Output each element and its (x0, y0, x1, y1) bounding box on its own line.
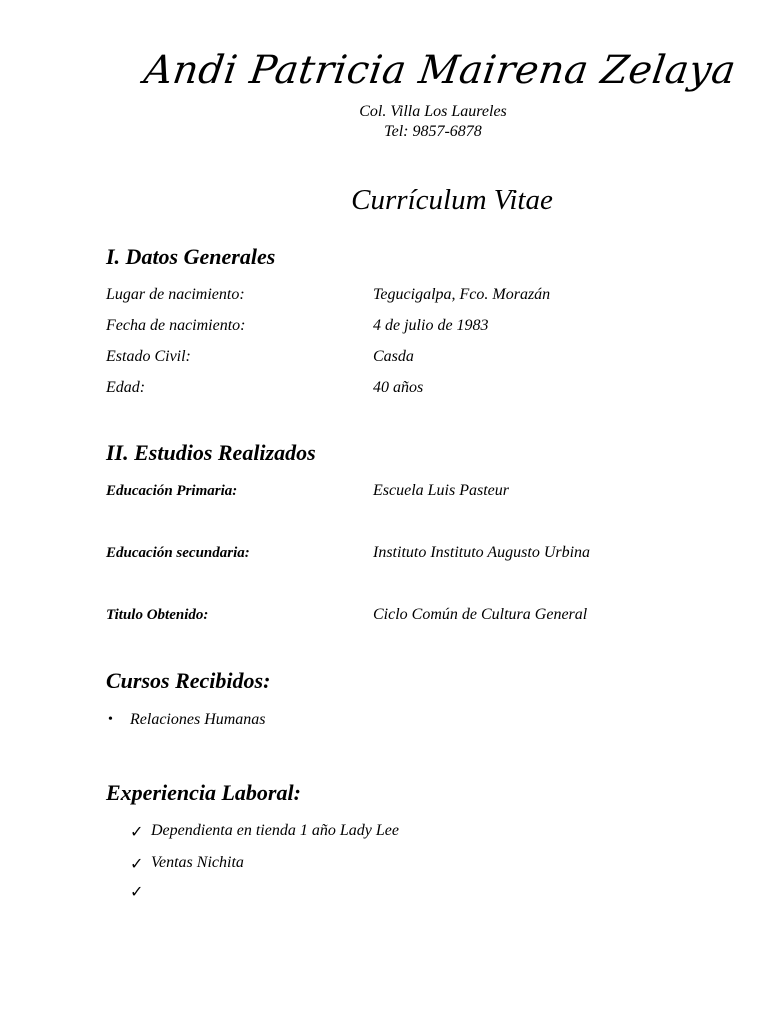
section-heading-courses: Cursos Recibidos: (106, 668, 271, 693)
study-value: Instituto Instituto Augusto Urbina (373, 544, 591, 561)
study-value: Escuela Luis Pasteur (373, 482, 509, 499)
experience-item: Dependienta en tienda 1 año Lady Lee (151, 822, 399, 839)
document-title: Currículum Vitae (351, 184, 553, 216)
study-value: Ciclo Común de Cultura General (373, 606, 588, 623)
field-label: Edad: (106, 379, 146, 396)
field-label: Fecha de nacimiento: (106, 317, 246, 334)
study-label: Educación secundaria: (106, 545, 250, 561)
study-label: Titulo Obtenido: (106, 607, 209, 623)
phone-line: Tel: 9857-6878 (384, 123, 482, 140)
study-label: Educación Primaria: (106, 483, 238, 499)
address-line: Col. Villa Los Laureles (359, 103, 507, 120)
field-label: Estado Civil: (106, 348, 191, 365)
field-value: Casda (373, 348, 414, 365)
bullet-icon: • (108, 712, 113, 727)
section-heading-general: I. Datos Generales (106, 244, 276, 269)
course-item: Relaciones Humanas (130, 711, 266, 728)
experience-item: Ventas Nichita (151, 854, 244, 871)
applicant-name: Andi Patricia Mairena Zelaya (141, 48, 739, 93)
section-heading-studies: II. Estudios Realizados (106, 440, 316, 465)
field-value: Tegucigalpa, Fco. Morazán (373, 286, 551, 303)
field-value: 40 años (373, 379, 424, 396)
field-label: Lugar de nacimiento: (106, 286, 245, 303)
field-value: 4 de julio de 1983 (373, 317, 489, 334)
checkmark-icon: ✓ (130, 824, 144, 841)
section-heading-experience: Experiencia Laboral: (106, 780, 301, 805)
checkmark-icon: ✓ (130, 856, 144, 873)
checkmark-icon: ✓ (130, 884, 144, 901)
